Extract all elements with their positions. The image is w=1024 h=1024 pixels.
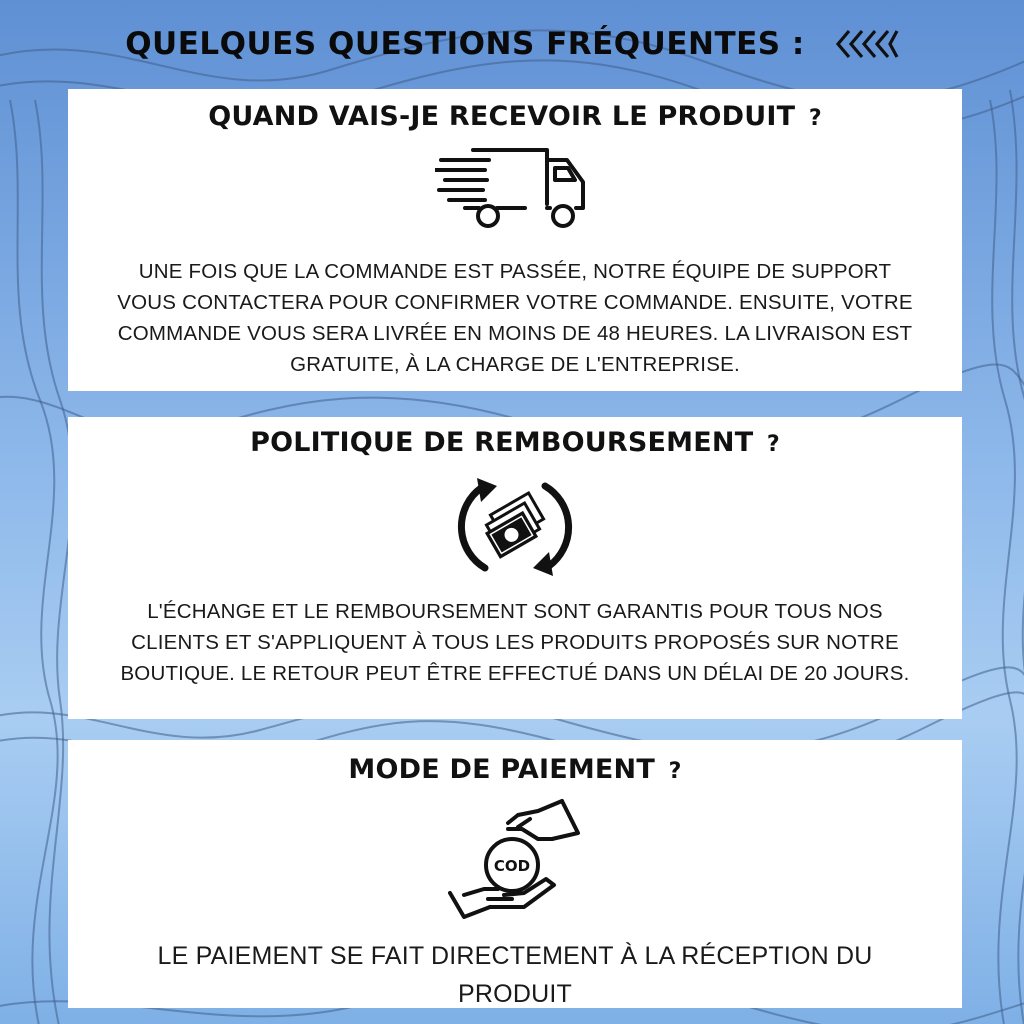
cod-label: COD bbox=[493, 857, 531, 875]
page-title: QUELQUES QUESTIONS FRÉQUENTES : bbox=[125, 26, 805, 62]
faq-answer: LE PAIEMENT SE FAIT DIRECTEMENT À LA RÉCEPTION DU PRODUIT bbox=[157, 942, 873, 1008]
faq-answer: UNE FOIS QUE LA COMMANDE EST PASSÉE, NOTRE ÉQUIPE DE SUPPORT VOUS CONTACTERA POUR CONFIRMER VOTRE COMMANDE. ENSUITE, VOTRE COMMANDE VOUS SERA LIVRÉE EN MOINS DE 48 HEURES. LA LIVRAISON EST GRATUITE, À LA CHARGE DE L'ENTREPRISE. bbox=[117, 260, 913, 376]
faq-title: QUAND VAIS-JE RECEVOIR LE PRODUIT ? bbox=[208, 101, 822, 132]
delivery-truck-icon bbox=[435, 146, 595, 238]
faq-answer: L'ÉCHANGE ET LE REMBOURSEMENT SONT GARANTIS POUR TOUS NOS CLIENTS ET S'APPLIQUENT À TOUS LES PRODUITS PROPOSÉS SUR NOTRE BOUTIQUE. LE RETOUR PEUT ÊTRE EFFECTUÉ DANS UN DÉLAI DE 20 JOURS. bbox=[120, 600, 910, 685]
faq-card-refund bbox=[68, 417, 962, 719]
faq-card-payment bbox=[68, 740, 962, 1008]
chevrons-left-icon bbox=[835, 28, 899, 60]
cash-on-delivery-icon bbox=[440, 793, 590, 925]
faq-card-delivery bbox=[68, 89, 962, 391]
money-refund-icon bbox=[455, 472, 575, 582]
faq-title: MODE DE PAIEMENT ? bbox=[348, 754, 682, 785]
page-header bbox=[0, 18, 1024, 70]
faq-title: POLITIQUE DE REMBOURSEMENT ? bbox=[250, 427, 780, 458]
